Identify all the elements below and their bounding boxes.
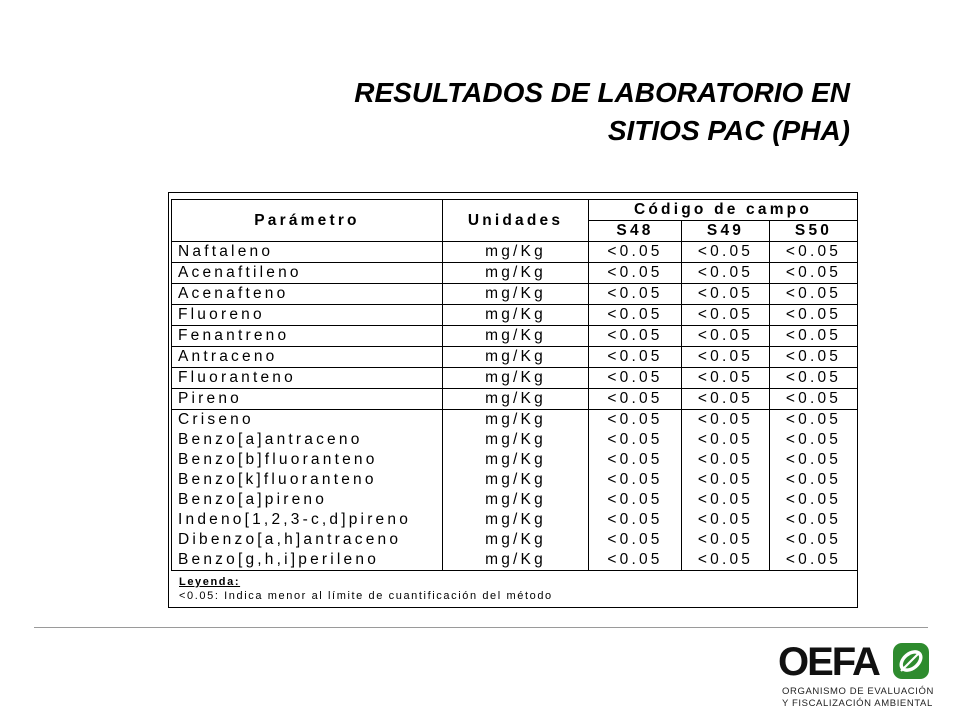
cell-parametro: Naftaleno — [172, 242, 443, 263]
cell-value-s49: <0.05 — [682, 242, 770, 263]
table-row — [172, 490, 858, 510]
logo-subtitle-line-2: Y FISCALIZACIÓN AMBIENTAL — [782, 698, 933, 709]
cell-value-s48: <0.05 — [589, 410, 682, 431]
cell-value-s48: <0.05 — [589, 490, 682, 510]
table-row — [172, 284, 858, 305]
table-row — [172, 242, 858, 263]
cell-unidades: mg/Kg — [443, 305, 589, 326]
header-codigo-de-campo: Código de campo — [589, 200, 858, 221]
cell-value-s50: <0.05 — [770, 263, 858, 284]
cell-unidades: mg/Kg — [443, 550, 589, 571]
logo-subtitle-line-1: ORGANISMO DE EVALUACIÓN — [782, 686, 934, 697]
cell-unidades: mg/Kg — [443, 450, 589, 470]
cell-unidades: mg/Kg — [443, 530, 589, 550]
cell-value-s49: <0.05 — [682, 450, 770, 470]
cell-value-s50: <0.05 — [770, 326, 858, 347]
cell-value-s49: <0.05 — [682, 430, 770, 450]
cell-value-s50: <0.05 — [770, 368, 858, 389]
cell-unidades: mg/Kg — [443, 242, 589, 263]
cell-value-s50: <0.05 — [770, 490, 858, 510]
leaf-icon — [892, 642, 930, 680]
footer-divider — [34, 627, 928, 628]
cell-value-s50: <0.05 — [770, 242, 858, 263]
cell-value-s49: <0.05 — [682, 490, 770, 510]
cell-value-s48: <0.05 — [589, 430, 682, 450]
slide-title-line-1: RESULTADOS DE LABORATORIO EN — [354, 77, 850, 108]
cell-parametro: Benzo[g,h,i]perileno — [172, 550, 443, 571]
cell-unidades: mg/Kg — [443, 347, 589, 368]
cell-parametro: Criseno — [172, 410, 443, 431]
cell-value-s48: <0.05 — [589, 326, 682, 347]
legend-text: <0.05: Indica menor al límite de cuantificación del método — [179, 590, 553, 602]
legend — [179, 575, 849, 603]
cell-value-s49: <0.05 — [682, 470, 770, 490]
table-row — [172, 550, 858, 571]
cell-unidades: mg/Kg — [443, 284, 589, 305]
cell-value-s48: <0.05 — [589, 470, 682, 490]
cell-value-s50: <0.05 — [770, 284, 858, 305]
cell-parametro: Indeno[1,2,3-c,d]pireno — [172, 510, 443, 530]
table-row — [172, 326, 858, 347]
cell-value-s49: <0.05 — [682, 305, 770, 326]
cell-value-s49: <0.05 — [682, 284, 770, 305]
oefa-logo — [774, 638, 934, 716]
cell-value-s50: <0.05 — [770, 550, 858, 571]
results-table-body — [172, 242, 858, 571]
results-table — [171, 199, 858, 571]
table-row — [172, 470, 858, 490]
cell-parametro: Fluoranteno — [172, 368, 443, 389]
results-table-frame — [168, 192, 858, 608]
logo-wordmark: OEFA — [778, 640, 879, 684]
cell-value-s48: <0.05 — [589, 550, 682, 571]
cell-parametro: Benzo[a]antraceno — [172, 430, 443, 450]
cell-value-s49: <0.05 — [682, 410, 770, 431]
cell-value-s48: <0.05 — [589, 305, 682, 326]
cell-parametro: Fluoreno — [172, 305, 443, 326]
cell-value-s48: <0.05 — [589, 450, 682, 470]
cell-value-s50: <0.05 — [770, 450, 858, 470]
table-row — [172, 263, 858, 284]
cell-value-s50: <0.05 — [770, 430, 858, 450]
cell-value-s50: <0.05 — [770, 510, 858, 530]
header-parametro: Parámetro — [172, 200, 443, 242]
cell-value-s48: <0.05 — [589, 510, 682, 530]
cell-value-s48: <0.05 — [589, 347, 682, 368]
cell-parametro: Benzo[k]fluoranteno — [172, 470, 443, 490]
cell-value-s50: <0.05 — [770, 347, 858, 368]
cell-value-s49: <0.05 — [682, 263, 770, 284]
cell-value-s49: <0.05 — [682, 550, 770, 571]
cell-unidades: mg/Kg — [443, 490, 589, 510]
cell-parametro: Antraceno — [172, 347, 443, 368]
table-row — [172, 510, 858, 530]
cell-value-s49: <0.05 — [682, 326, 770, 347]
table-row — [172, 389, 858, 410]
cell-value-s49: <0.05 — [682, 389, 770, 410]
cell-parametro: Acenafteno — [172, 284, 443, 305]
cell-value-s50: <0.05 — [770, 530, 858, 550]
table-row — [172, 410, 858, 431]
cell-parametro: Benzo[b]fluoranteno — [172, 450, 443, 470]
slide-title — [230, 74, 850, 150]
table-row — [172, 430, 858, 450]
cell-parametro: Acenaftileno — [172, 263, 443, 284]
cell-unidades: mg/Kg — [443, 389, 589, 410]
cell-value-s48: <0.05 — [589, 389, 682, 410]
cell-value-s49: <0.05 — [682, 347, 770, 368]
cell-value-s50: <0.05 — [770, 389, 858, 410]
cell-unidades: mg/Kg — [443, 326, 589, 347]
slide-title-line-2: SITIOS PAC (PHA) — [607, 115, 850, 146]
table-row — [172, 347, 858, 368]
cell-unidades: mg/Kg — [443, 263, 589, 284]
cell-value-s48: <0.05 — [589, 263, 682, 284]
cell-value-s48: <0.05 — [589, 368, 682, 389]
cell-unidades: mg/Kg — [443, 430, 589, 450]
cell-value-s49: <0.05 — [682, 510, 770, 530]
cell-unidades: mg/Kg — [443, 510, 589, 530]
header-site-s48: S48 — [589, 221, 682, 242]
cell-unidades: mg/Kg — [443, 470, 589, 490]
cell-parametro: Fenantreno — [172, 326, 443, 347]
cell-parametro: Pireno — [172, 389, 443, 410]
cell-value-s48: <0.05 — [589, 242, 682, 263]
cell-value-s50: <0.05 — [770, 305, 858, 326]
cell-value-s48: <0.05 — [589, 284, 682, 305]
cell-parametro: Benzo[a]pireno — [172, 490, 443, 510]
cell-unidades: mg/Kg — [443, 368, 589, 389]
table-row — [172, 305, 858, 326]
header-site-s49: S49 — [682, 221, 770, 242]
legend-title: Leyenda: — [179, 576, 241, 588]
cell-parametro: Dibenzo[a,h]antraceno — [172, 530, 443, 550]
cell-value-s49: <0.05 — [682, 368, 770, 389]
table-row — [172, 368, 858, 389]
cell-value-s48: <0.05 — [589, 530, 682, 550]
header-unidades: Unidades — [443, 200, 589, 242]
table-row — [172, 450, 858, 470]
cell-unidades: mg/Kg — [443, 410, 589, 431]
cell-value-s50: <0.05 — [770, 410, 858, 431]
logo-subtitle — [782, 686, 934, 710]
cell-value-s50: <0.05 — [770, 470, 858, 490]
table-row — [172, 530, 858, 550]
header-site-s50: S50 — [770, 221, 858, 242]
cell-value-s49: <0.05 — [682, 530, 770, 550]
